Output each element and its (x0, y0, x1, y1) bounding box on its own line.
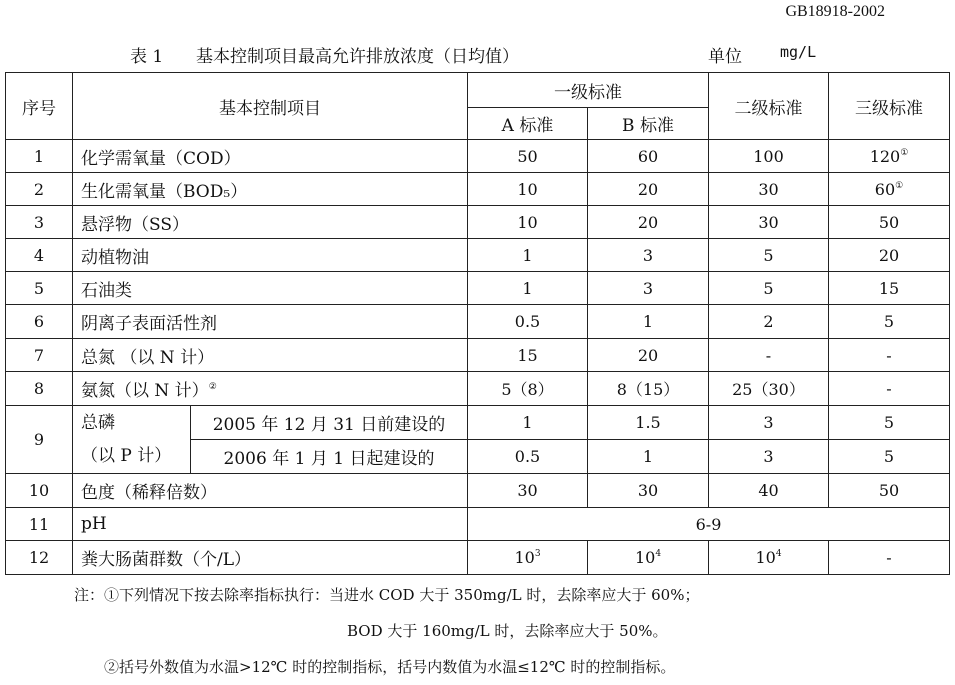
cell-a: 30 (468, 474, 588, 508)
row-item (73, 239, 468, 272)
cell-grade2-text: 30 (758, 179, 779, 199)
cell-grade2 (709, 339, 829, 372)
row-number (6, 339, 73, 372)
header-row (6, 73, 950, 108)
cell-b-exponent: 4 (655, 549, 662, 559)
cell-grade3-text: - (886, 345, 892, 365)
cell-grade3: 5 (829, 406, 950, 440)
cell-grade3 (829, 239, 950, 272)
emission-limits-table (5, 72, 950, 575)
row-number: 12 (6, 541, 73, 575)
cell-b-text: 3 (642, 245, 654, 265)
row-number (6, 140, 73, 173)
note-1-continued: BOD 大于 160mg/L 时，去除率应大于 50%。 (347, 622, 668, 640)
cell-a-text: 10 (517, 212, 538, 232)
cell-b-base: 10 (634, 548, 656, 567)
row-number (6, 372, 73, 406)
cell-grade2 (709, 305, 829, 339)
table-row (6, 239, 950, 272)
row-item-text: 动植物油 (81, 247, 149, 268)
table-row (6, 339, 950, 372)
cell-grade2-exponent: 4 (775, 549, 782, 559)
row-number (6, 305, 73, 339)
row-item (73, 406, 191, 474)
unit-value: mg/L (780, 43, 817, 61)
note-2: ②括号外数值为水温>12℃ 时的控制指标，括号内数值为水温≤12℃ 时的控制指标。 (104, 658, 676, 676)
cell-grade3: 5 (829, 440, 950, 474)
cell-a (468, 541, 588, 575)
cell-grade3 (829, 339, 950, 372)
cell-a: 0.5 (468, 440, 588, 474)
cell-grade2 (709, 272, 829, 305)
cell-b-text: 20 (637, 345, 659, 365)
row-number (6, 173, 73, 206)
cell-a (468, 173, 588, 206)
row-number: 10 (6, 474, 73, 508)
cell-grade2 (709, 140, 829, 173)
footnote-marker: ① (895, 180, 904, 191)
row-number-text: 4 (33, 245, 45, 265)
footnote-marker: ① (900, 147, 909, 158)
cell-grade2-text: - (765, 345, 772, 365)
row-number (6, 239, 73, 272)
cell-grade2-text: 5 (763, 245, 774, 265)
row-item: 色度（稀释倍数） (73, 474, 468, 508)
cell-b (588, 206, 709, 239)
row-number-text: 2 (33, 179, 45, 199)
row-item (73, 372, 468, 406)
table-row (6, 508, 950, 541)
row-item-text: 氨氮（以 N 计） (81, 381, 209, 401)
table-row (6, 140, 950, 173)
table-title: 基本控制项目最高允许排放浓度（日均值） (196, 47, 519, 67)
row-item-text: 生化需氧量（BOD₅） (81, 181, 248, 202)
header-grade3: 三级标准 (829, 73, 950, 140)
row-item-line1: 总磷 (81, 412, 115, 433)
cell-grade2-text: 25（30） (732, 380, 805, 399)
cell-b (588, 339, 709, 372)
row-item (73, 140, 468, 173)
header-grade1-a: A 标准 (468, 108, 588, 140)
row-number-text: 7 (33, 345, 45, 365)
cell-grade2 (709, 173, 829, 206)
cell-grade2-text: 2 (763, 312, 774, 331)
table-row (6, 305, 950, 339)
cell-grade2: 40 (709, 474, 829, 508)
row-item-text: 总氮 （以 N 计） (81, 347, 215, 368)
row-item (73, 305, 468, 339)
table-caption (130, 42, 850, 67)
cell-grade3 (829, 305, 950, 339)
cell-b (588, 272, 709, 305)
header-grade1-b: B 标准 (588, 108, 709, 140)
cell-a (468, 206, 588, 239)
cell-grade2 (709, 541, 829, 575)
cell-grade3-text: 120 (869, 146, 901, 166)
cell-a-exponent: 3 (534, 549, 541, 559)
cell-grade3-text: - (886, 379, 892, 398)
cell-grade3: - (829, 541, 950, 575)
row-subitem: 2005 年 12 月 31 日前建设的 (191, 406, 468, 440)
cell-grade2 (709, 372, 829, 406)
row-item (73, 339, 468, 372)
cell-grade2-text: 5 (763, 278, 774, 298)
header-item: 基本控制项目 (73, 73, 468, 140)
row-item-text: 化学需氧量（COD） (81, 148, 241, 169)
cell-grade3-text: 15 (878, 278, 900, 298)
row-number-text: 3 (33, 212, 45, 232)
cell-grade3 (829, 372, 950, 406)
cell-grade3 (829, 140, 950, 173)
cell-a-text: 15 (517, 345, 538, 365)
header-seq: 序号 (6, 73, 73, 140)
table-label: 表 1 (130, 47, 164, 67)
row-number: 9 (6, 406, 73, 474)
cell-b (588, 140, 709, 173)
cell-b (588, 541, 709, 575)
cell-a (468, 372, 588, 406)
cell-a-text: 10 (517, 179, 538, 199)
table-row (6, 474, 950, 508)
cell-grade2: 3 (709, 440, 829, 474)
table-row (6, 406, 950, 440)
cell-grade3 (829, 206, 950, 239)
cell-grade2 (709, 206, 829, 239)
cell-b-text: 1 (642, 312, 654, 331)
cell-grade2-base: 10 (755, 548, 776, 567)
cell-b: 30 (588, 474, 709, 508)
cell-grade2-text: 100 (753, 146, 784, 166)
cell-grade3-text: 5 (883, 312, 895, 331)
footnote-marker: ② (208, 382, 217, 392)
row-item-text: 悬浮物（SS） (81, 214, 189, 235)
cell-grade2: 3 (709, 406, 829, 440)
cell-a-text: 50 (517, 146, 538, 166)
cell-a (468, 239, 588, 272)
row-subitem: 2006 年 1 月 1 日起建设的 (191, 440, 468, 474)
cell-b (588, 239, 709, 272)
row-number: 11 (6, 508, 73, 541)
cell-grade2-text: 30 (758, 212, 779, 232)
cell-a-base: 10 (514, 548, 535, 567)
cell-a-text: 1 (522, 278, 533, 298)
row-item-text: 石油类 (81, 280, 132, 301)
row-number-text: 1 (33, 146, 45, 166)
header-grade2: 二级标准 (709, 73, 829, 140)
unit-label: 单位 (708, 47, 742, 67)
cell-b-text: 60 (637, 146, 659, 166)
row-number-text: 8 (33, 379, 45, 398)
cell-b (588, 173, 709, 206)
table-row (6, 272, 950, 305)
cell-a (468, 272, 588, 305)
cell-a: 1 (468, 406, 588, 440)
cell-b (588, 372, 709, 406)
cell-ph-range: 6-9 (468, 508, 950, 541)
cell-grade3-text: 20 (878, 245, 900, 265)
table-row (6, 541, 950, 575)
cell-a (468, 140, 588, 173)
cell-a-text: 5（8） (501, 380, 554, 399)
cell-a (468, 339, 588, 372)
table-row (6, 173, 950, 206)
table-row (6, 206, 950, 239)
cell-grade3-text: 50 (878, 212, 900, 232)
note-1: 注：①下列情况下按去除率指标执行：当进水 COD 大于 350mg/L 时，去除率应大于 60%； (74, 586, 700, 604)
cell-grade3 (829, 173, 950, 206)
row-item (73, 173, 468, 206)
row-number (6, 206, 73, 239)
row-item: pH (73, 508, 468, 541)
cell-grade3-text: 60 (874, 179, 896, 199)
table-row (6, 372, 950, 406)
cell-b: 1 (588, 440, 709, 474)
cell-grade3 (829, 272, 950, 305)
row-number (6, 272, 73, 305)
row-item (73, 206, 468, 239)
cell-grade2 (709, 239, 829, 272)
cell-b-text: 20 (637, 179, 659, 199)
standard-number: GB18918-2002 (785, 3, 885, 20)
cell-b: 1.5 (588, 406, 709, 440)
row-item-line2: （以 P 计） (81, 445, 172, 466)
cell-a-text: 1 (522, 245, 533, 265)
cell-b (588, 305, 709, 339)
row-number-text: 5 (33, 278, 45, 298)
row-item (73, 272, 468, 305)
row-number-text: 6 (33, 312, 45, 331)
row-item-text: 阴离子表面活性剂 (81, 314, 217, 334)
table-body (6, 73, 950, 575)
header-grade1: 一级标准 (468, 73, 709, 108)
cell-a (468, 305, 588, 339)
cell-b-text: 20 (637, 212, 659, 232)
row-item: 粪大肠菌群数（个/L） (73, 541, 468, 575)
cell-b-text: 3 (642, 278, 654, 298)
cell-b-text: 8（15） (616, 380, 680, 399)
cell-grade3: 50 (829, 474, 950, 508)
cell-a-text: 0.5 (514, 312, 541, 331)
